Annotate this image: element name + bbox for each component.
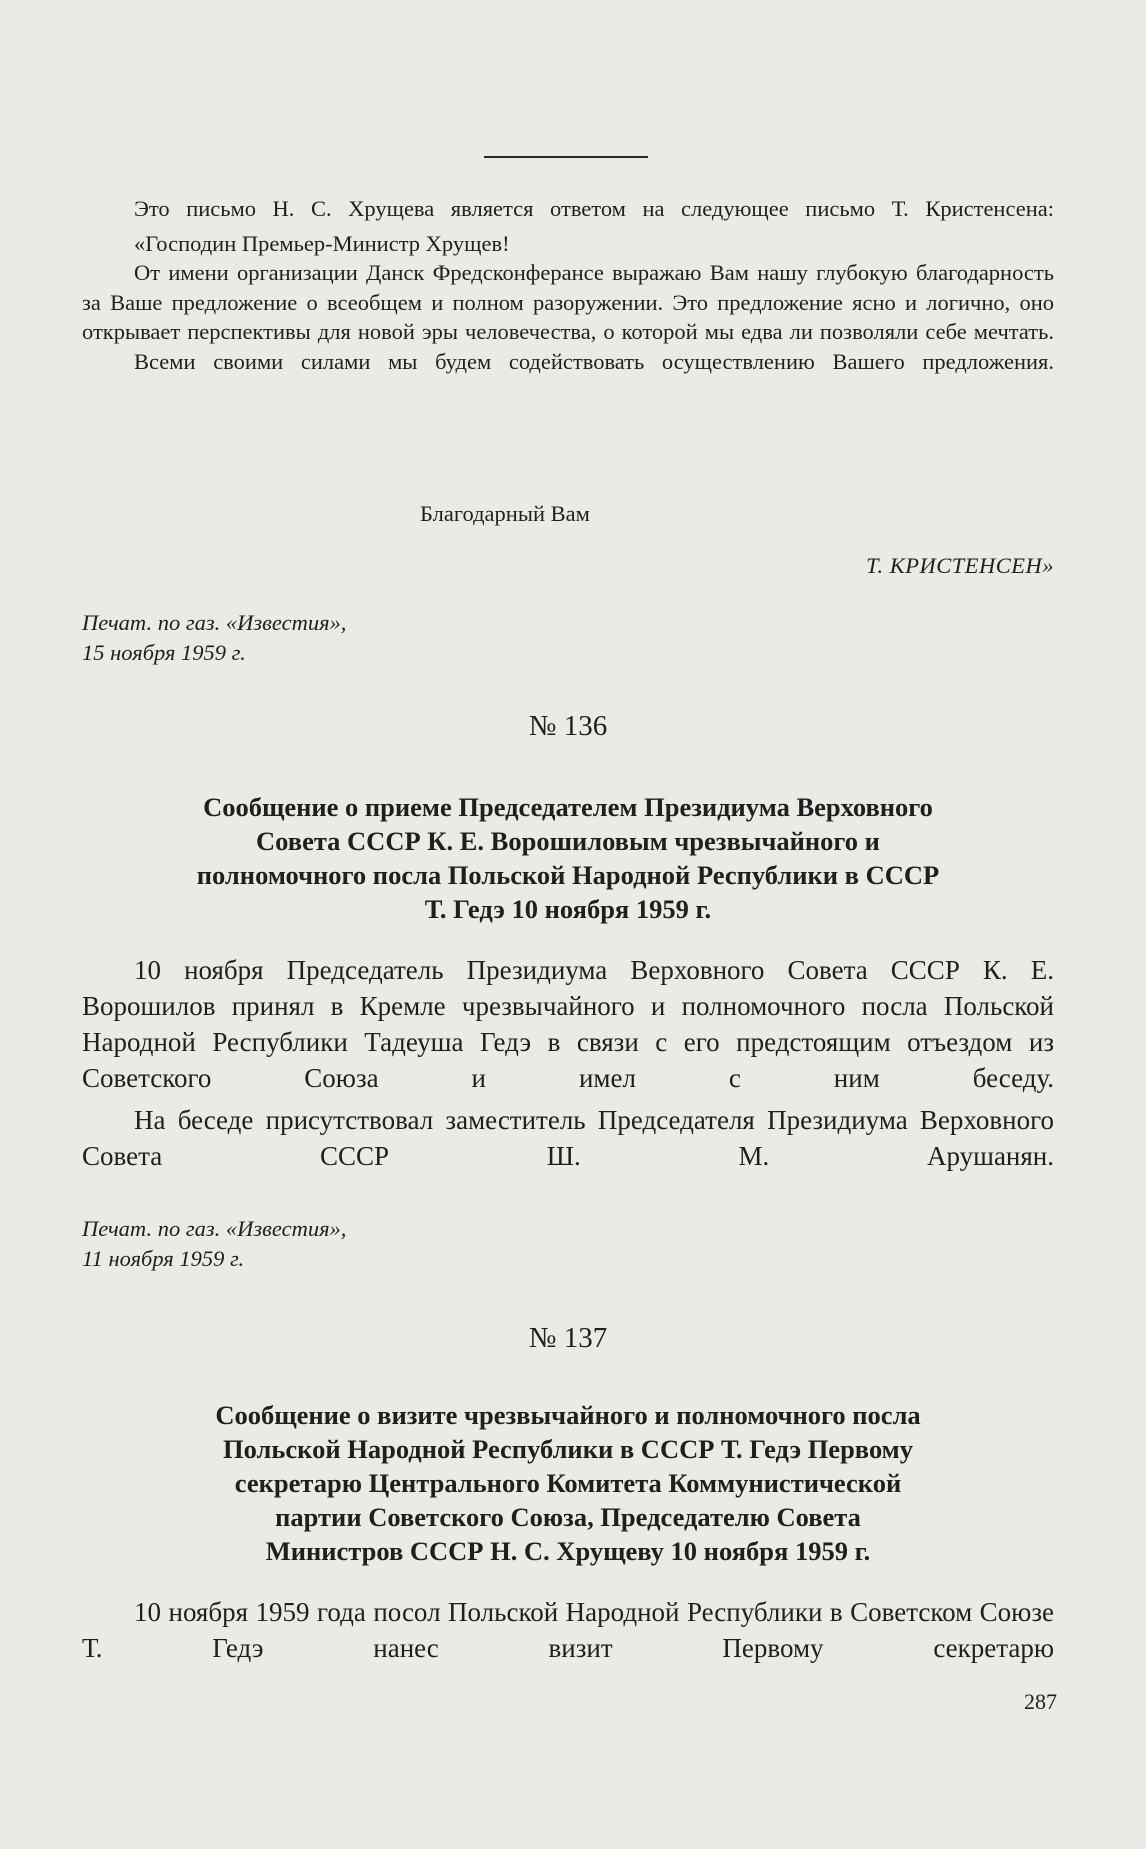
doc-136-title-line: полномочного посла Польской Народной Республики в СССР — [196, 860, 940, 890]
source-note-1-line1: Печат. по газ. «Известия», — [82, 610, 347, 635]
doc-136-paragraph-1: 10 ноября Председатель Президиума Верховного Совета СССР К. Е. Ворошилов принял в Кремле чрезвычайного и полномочного посла Польской Народной Республики Тадеуша Гедэ в связи с его предстоящим отъездом из Советского Союза и имел с ним беседу. — [82, 955, 1054, 1093]
doc-136-number-wrap — [82, 710, 1054, 743]
intro-paragraph: Это письмо Н. С. Хрущева является ответом на следующее письмо Т. Кристенсена: — [134, 196, 1054, 221]
doc-136-paragraph-2: На беседе присутствовал заместитель Председателя Президиума Верховного Совета СССР Ш. М. Арушанян. — [82, 1105, 1054, 1171]
doc-137-title-line: партии Советского Союза, Председателю Совета — [275, 1502, 861, 1532]
letter-paragraph-1: От имени организации Данск Фредсконферансе выражаю Вам нашу глубокую благодарность за Ваше предложение о всеобщем и полном разоружении. Это предложение ясно и логично, оно открывает перспективы для новой эры человечества, о которой мы едва ли позволяли себе мечтать. — [82, 260, 1054, 344]
doc-137-body — [82, 1594, 1054, 1666]
doc-136-number: № 136 — [528, 710, 608, 742]
doc-136-title-line: Совета СССР К. Е. Ворошиловым чрезвычайного и — [256, 826, 880, 856]
separator-rule — [484, 156, 648, 158]
doc-136-title-line: Т. Гедэ 10 ноября 1959 г. — [424, 894, 712, 924]
page-number: 287 — [1024, 1689, 1057, 1714]
doc-137-paragraph-1: 10 ноября 1959 года посол Польской Народной Республики в Советском Союзе Т. Гедэ нанес визит Первому секретарю — [82, 1597, 1054, 1663]
source-note-2 — [82, 1214, 346, 1273]
doc-136-title — [82, 790, 1054, 926]
doc-137-title-line: Министров СССР Н. С. Хрущеву 10 ноября 1959 г. — [265, 1536, 871, 1566]
doc-137-title-line: секретарю Центрального Комитета Коммунистической — [234, 1468, 902, 1498]
doc-136-body — [82, 952, 1054, 1174]
letter-closing: Благодарный Вам — [420, 501, 590, 526]
doc-137-number-wrap — [82, 1322, 1054, 1355]
letter-paragraph-2: Всеми своими силами мы будем содействовать осуществлению Вашего предложения. — [134, 348, 1054, 374]
doc-137-title-line: Польской Народной Республики в СССР Т. Гедэ Первому — [223, 1434, 913, 1464]
doc-137-title-line: Сообщение о визите чрезвычайного и полномочного посла — [215, 1400, 921, 1430]
letter-block — [82, 194, 1054, 376]
doc-136-title-line: Сообщение о приеме Председателем Президиума Верховного — [203, 792, 933, 822]
source-note-2-line1: Печат. по газ. «Известия», — [82, 1216, 347, 1241]
doc-137-number: № 137 — [528, 1322, 608, 1354]
source-note-2-line2: 11 ноября 1959 г. — [82, 1245, 245, 1271]
doc-137-title — [82, 1398, 1054, 1568]
source-note-1-line2: 15 ноября 1959 г. — [82, 639, 246, 665]
source-note-1 — [82, 608, 346, 667]
letter-salutation: «Господин Премьер-Министр Хрущев! — [134, 230, 510, 256]
letter-signature: Т. КРИСТЕНСЕН» — [865, 553, 1054, 578]
